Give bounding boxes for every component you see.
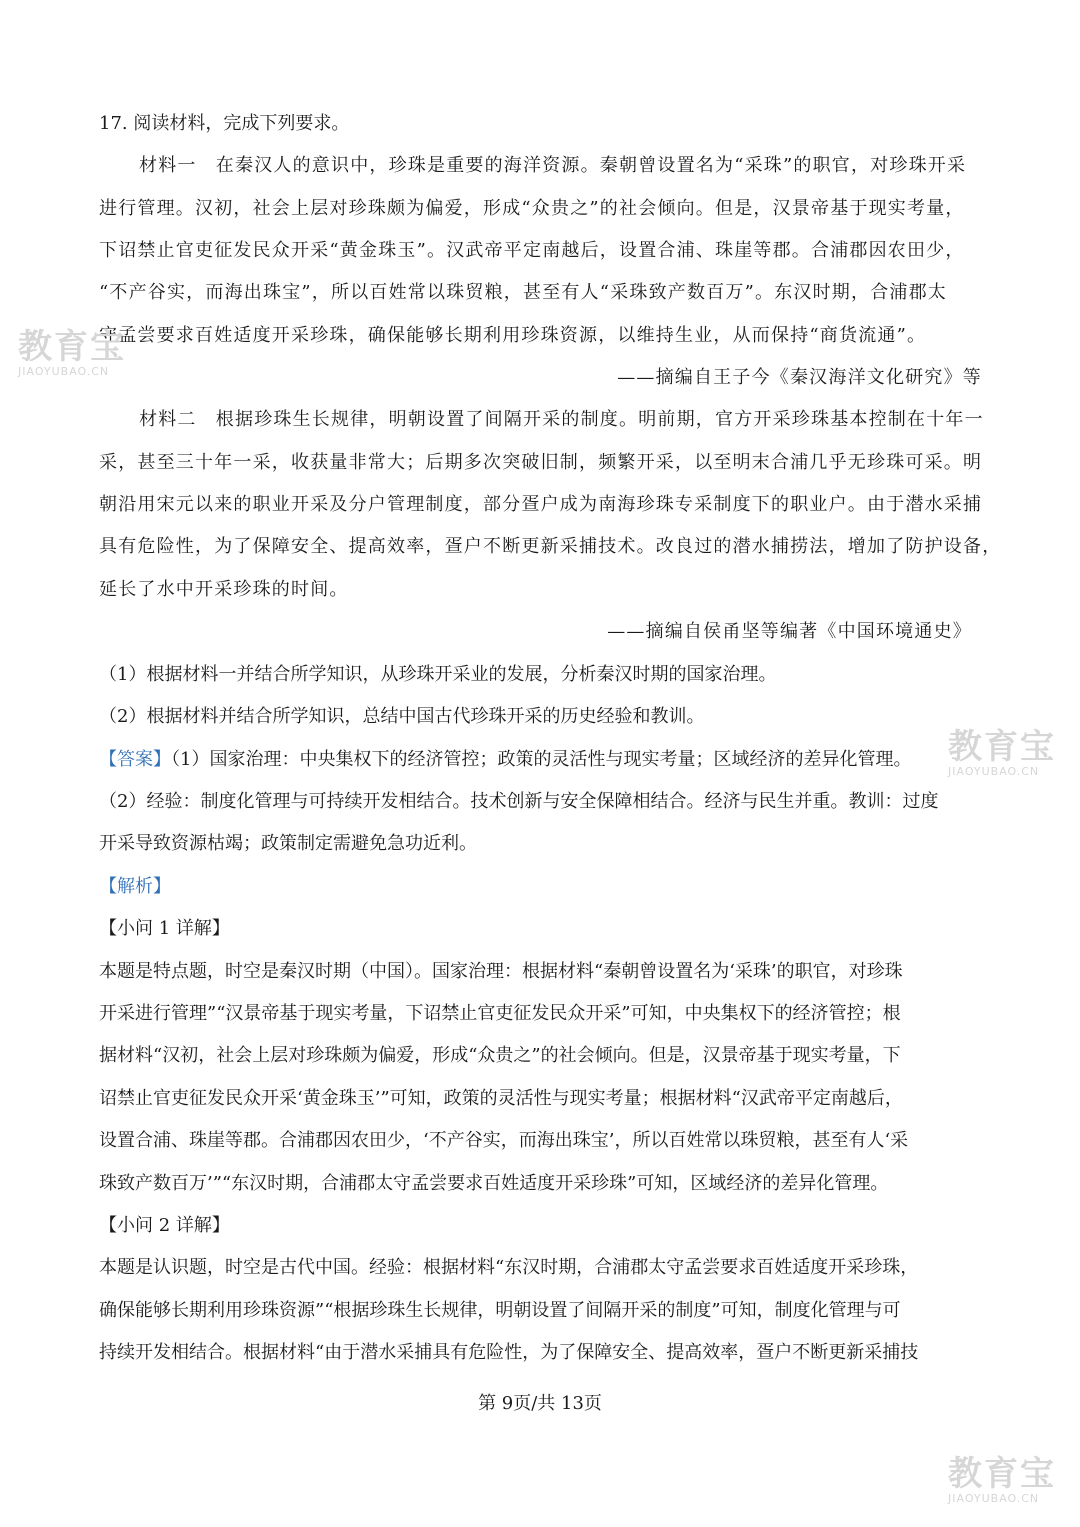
watermark-site-text: JIAOYUBAO.CN	[948, 765, 1040, 778]
material1-line: 守孟尝要求百姓适度开采珍珠，确保能够长期利用珍珠资源，以维持生业，从而保持“商货流通”。	[99, 325, 927, 346]
analysis-q1-line: 据材料“汉初，社会上层对珍珠颇为偏爱，形成“众贵之”的社会倾向。但是，汉景帝基于现实考量，下	[99, 1045, 901, 1066]
watermark-site-text: JIAOYUBAO.CN	[18, 365, 110, 378]
material2-line: 具有危险性，为了保障安全、提高效率，疍户不断更新采捕技术。改良过的潜水捕捞法，增加了防护设备，	[99, 536, 1002, 557]
page-number: 第 9页/共 13页	[478, 1393, 602, 1414]
question-stem: 17. 阅读材料，完成下列要求。	[99, 113, 350, 134]
analysis-q2-line: 本题是认识题，时空是古代中国。经验：根据材料“东汉时期，合浦郡太守孟尝要求百姓适度开采珍珠，	[99, 1257, 919, 1278]
analysis-label: 【解析】	[99, 876, 171, 897]
answer-label: 【答案】	[99, 749, 171, 770]
material2-source: ——摘编自侯甬坚等编著《中国环境通史》	[607, 621, 972, 642]
material1-line: 下诏禁止官吏征发民众开采“黄金珠玉”。汉武帝平定南越后，设置合浦、珠崖等郡。合浦郡因农田少，	[99, 240, 965, 261]
watermark-logo-text: 教育宝	[948, 1454, 1056, 1494]
watermark-logo	[948, 727, 1056, 778]
material1-line: 材料一 在秦汉人的意识中，珍珠是重要的海洋资源。秦朝曾设置名为“采珠”的职官，对珍珠开采	[139, 155, 967, 176]
watermark-logo-text: 教育宝	[18, 327, 126, 367]
watermark-logo	[948, 1454, 1056, 1505]
analysis-q1-line: 本题是特点题，时空是秦汉时期（中国）。国家治理：根据材料“秦朝曾设置名为‘采珠’的职官，对珍珠	[99, 961, 903, 982]
analysis-q1-line: 设置合浦、珠崖等郡。合浦郡因农田少，‘不产谷实，而海出珠宝’，所以百姓常以珠贸粮，甚至有人‘采	[99, 1130, 909, 1151]
answer-text: （1）国家治理：中央集权下的经济管控；政策的灵活性与现实考量；区域经济的差异化管理。	[171, 749, 912, 770]
answer-line	[99, 748, 911, 772]
analysis-q2-line: 确保能够长期利用珍珠资源”“根据珍珠生长规律，明朝设置了间隔开采的制度”可知，制度化管理与可	[99, 1300, 901, 1321]
analysis-q1-line: 诏禁止官吏征发民众开采‘黄金珠玉’”可知，政策的灵活性与现实考量；根据材料“汉武帝平定南越后，	[99, 1088, 903, 1109]
analysis-q2-line: 持续开发相结合。根据材料“由于潜水采捕具有危险性，为了保障安全、提高效率，疍户不断更新采捕技	[99, 1342, 919, 1363]
material2-line: 材料二 根据珍珠生长规律，明朝设置了间隔开采的制度。明前期，官方开采珍珠基本控制在十年一	[139, 409, 984, 430]
answer-line: 开采导致资源枯竭；政策制定需避免急功近利。	[99, 833, 477, 854]
analysis-q1-line: 珠致产数百万’”“东汉时期，合浦郡太守孟尝要求百姓适度开采珍珠”可知，区域经济的差异化管理。	[99, 1173, 889, 1194]
material2-line: 延长了水中开采珍珠的时间。	[99, 579, 349, 600]
watermark-logo	[18, 327, 126, 378]
sub-question-1: （1）根据材料一并结合所学知识，从珍珠开采业的发展，分析秦汉时期的国家治理。	[99, 664, 777, 685]
material1-line: 进行管理。汉初，社会上层对珍珠颇为偏爱，形成“众贵之”的社会倾向。但是，汉景帝基于现实考量，	[99, 198, 965, 219]
material1-line: “不产谷实，而海出珠宝”，所以百姓常以珠贸粮，甚至有人“采珠致产数百万”。东汉时期，合浦郡太	[99, 282, 948, 303]
analysis-q2-heading: 【小问 2 详解】	[99, 1215, 230, 1236]
material1-source: ——摘编自王子今《秦汉海洋文化研究》等	[617, 367, 982, 388]
watermark-site-text: JIAOYUBAO.CN	[948, 1492, 1040, 1505]
analysis-q1-heading: 【小问 1 详解】	[99, 918, 230, 939]
material2-line: 朝沿用宋元以来的职业开采及分户管理制度，部分疍户成为南海珍珠专采制度下的职业户。由于潜水采捕	[99, 494, 983, 515]
sub-question-2: （2）根据材料并结合所学知识，总结中国古代珍珠开采的历史经验和教训。	[99, 706, 705, 727]
answer-line: （2）经验：制度化管理与可持续开发相结合。技术创新与安全保障相结合。经济与民生并重。教训：过度	[99, 791, 939, 812]
watermark-logo-text: 教育宝	[948, 727, 1056, 767]
analysis-q1-line: 开采进行管理”“汉景帝基于现实考量，下诏禁止官吏征发民众开采”可知，中央集权下的经济管控；根	[99, 1003, 901, 1024]
material2-line: 采，甚至三十年一采，收获量非常大；后期多次突破旧制，频繁开采，以至明末合浦几乎无珍珠可采。明	[99, 452, 983, 473]
